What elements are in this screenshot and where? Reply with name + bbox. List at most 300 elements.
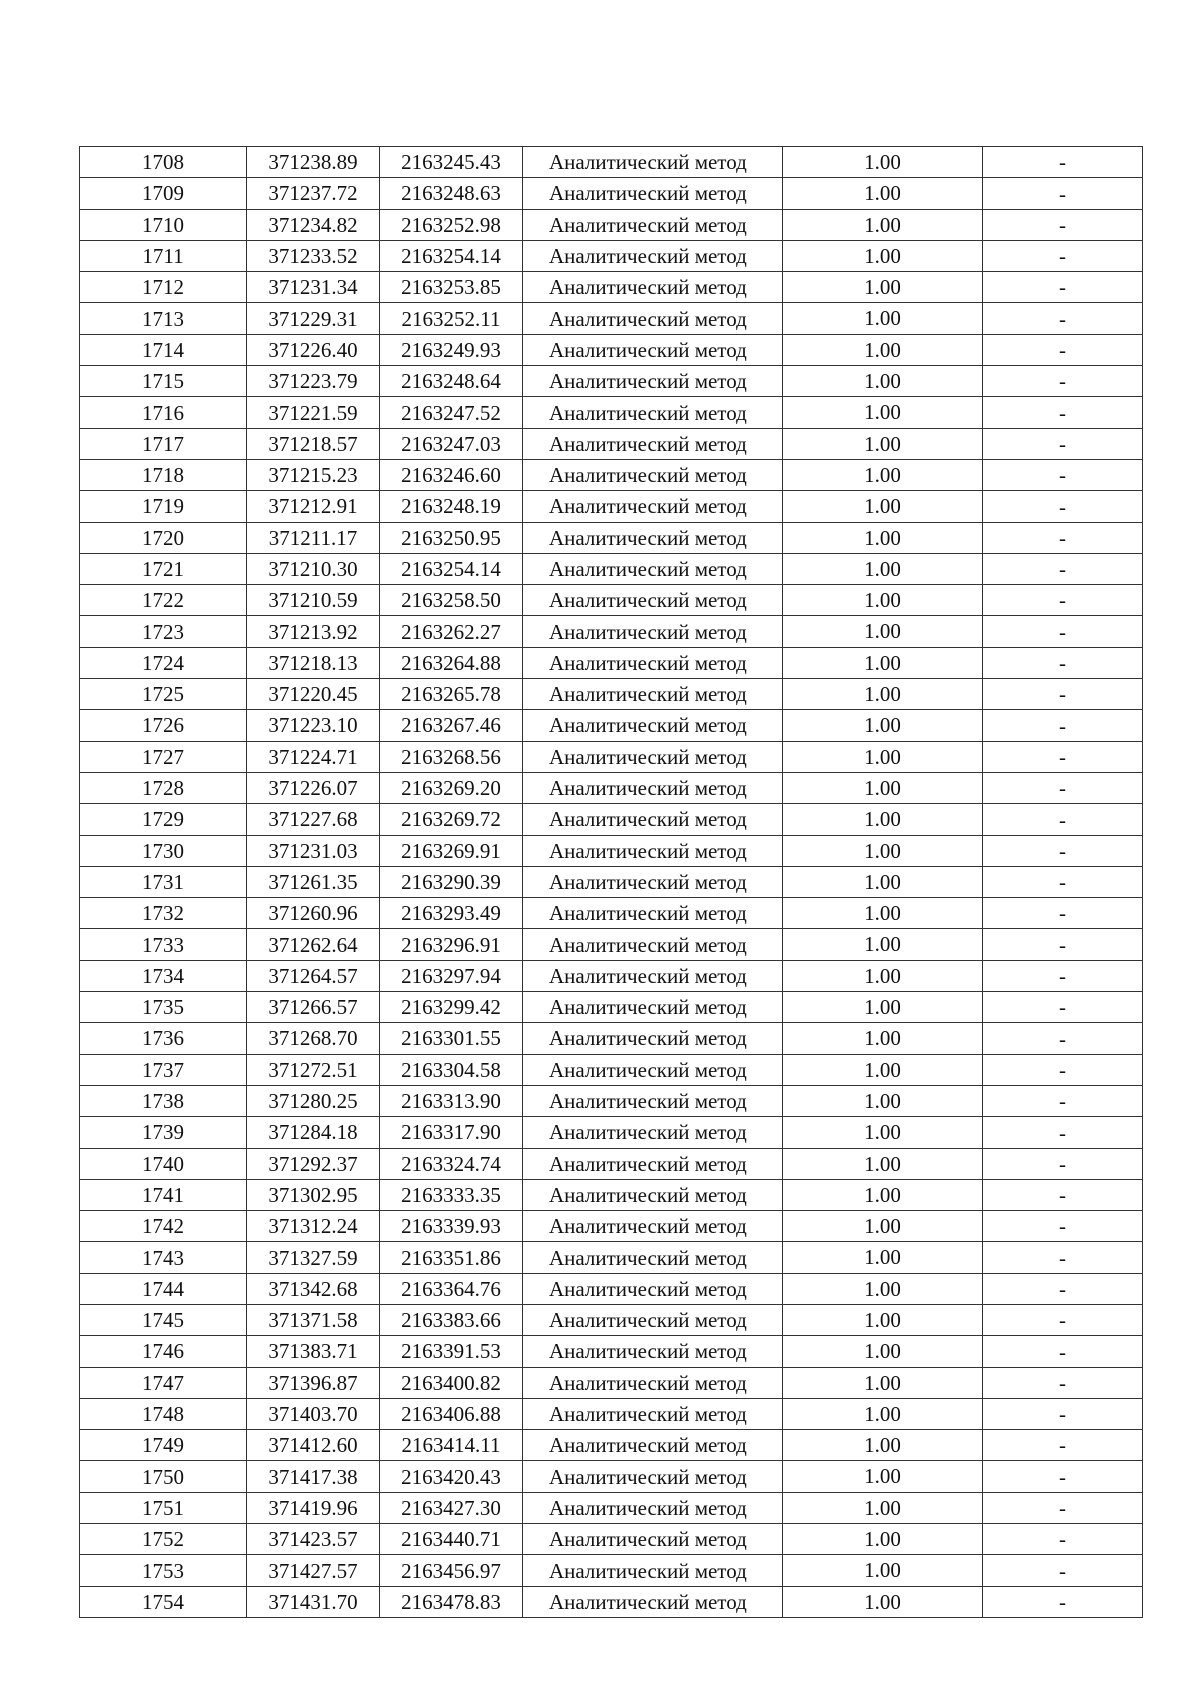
- x-coordinate-cell: 371383.71: [247, 1336, 380, 1367]
- accuracy-cell: 1.00: [783, 1461, 983, 1492]
- y-coordinate-cell: 2163301.55: [380, 1023, 523, 1054]
- x-coordinate-cell: 371403.70: [247, 1398, 380, 1429]
- y-coordinate-cell: 2163364.76: [380, 1273, 523, 1304]
- y-coordinate-cell: 2163324.74: [380, 1148, 523, 1179]
- point-number-cell: 1721: [80, 553, 247, 584]
- x-coordinate-cell: 371262.64: [247, 929, 380, 960]
- point-number-cell: 1708: [80, 147, 247, 178]
- point-number-cell: 1720: [80, 522, 247, 553]
- y-coordinate-cell: 2163247.52: [380, 397, 523, 428]
- accuracy-cell: 1.00: [783, 772, 983, 803]
- method-cell: Аналитический метод: [523, 1461, 783, 1492]
- method-cell: Аналитический метод: [523, 272, 783, 303]
- y-coordinate-cell: 2163264.88: [380, 647, 523, 678]
- method-cell: Аналитический метод: [523, 1054, 783, 1085]
- table-row: [80, 178, 1143, 209]
- y-coordinate-cell: 2163333.35: [380, 1179, 523, 1210]
- x-coordinate-cell: 371231.03: [247, 835, 380, 866]
- accuracy-cell: 1.00: [783, 929, 983, 960]
- y-coordinate-cell: 2163456.97: [380, 1555, 523, 1586]
- y-coordinate-cell: 2163297.94: [380, 960, 523, 991]
- accuracy-cell: 1.00: [783, 898, 983, 929]
- x-coordinate-cell: 371302.95: [247, 1179, 380, 1210]
- x-coordinate-cell: 371417.38: [247, 1461, 380, 1492]
- table-row: [80, 1148, 1143, 1179]
- table-row: [80, 428, 1143, 459]
- point-number-cell: 1719: [80, 491, 247, 522]
- note-cell: -: [983, 1524, 1143, 1555]
- accuracy-cell: 1.00: [783, 1054, 983, 1085]
- accuracy-cell: 1.00: [783, 459, 983, 490]
- accuracy-cell: 1.00: [783, 804, 983, 835]
- note-cell: -: [983, 710, 1143, 741]
- accuracy-cell: 1.00: [783, 1586, 983, 1617]
- point-number-cell: 1749: [80, 1430, 247, 1461]
- method-cell: Аналитический метод: [523, 1273, 783, 1304]
- accuracy-cell: 1.00: [783, 647, 983, 678]
- x-coordinate-cell: 371264.57: [247, 960, 380, 991]
- point-number-cell: 1752: [80, 1524, 247, 1555]
- x-coordinate-cell: 371280.25: [247, 1085, 380, 1116]
- note-cell: -: [983, 898, 1143, 929]
- table-row: [80, 679, 1143, 710]
- note-cell: -: [983, 647, 1143, 678]
- accuracy-cell: 1.00: [783, 334, 983, 365]
- method-cell: Аналитический метод: [523, 334, 783, 365]
- method-cell: Аналитический метод: [523, 1117, 783, 1148]
- method-cell: Аналитический метод: [523, 209, 783, 240]
- point-number-cell: 1738: [80, 1085, 247, 1116]
- y-coordinate-cell: 2163269.20: [380, 772, 523, 803]
- note-cell: -: [983, 428, 1143, 459]
- point-number-cell: 1709: [80, 178, 247, 209]
- point-number-cell: 1744: [80, 1273, 247, 1304]
- x-coordinate-cell: 371210.30: [247, 553, 380, 584]
- method-cell: Аналитический метод: [523, 1586, 783, 1617]
- y-coordinate-cell: 2163313.90: [380, 1085, 523, 1116]
- accuracy-cell: 1.00: [783, 272, 983, 303]
- y-coordinate-cell: 2163440.71: [380, 1524, 523, 1555]
- table-row: [80, 553, 1143, 584]
- table-row: [80, 992, 1143, 1023]
- point-number-cell: 1748: [80, 1398, 247, 1429]
- x-coordinate-cell: 371226.40: [247, 334, 380, 365]
- table-row: [80, 1367, 1143, 1398]
- x-coordinate-cell: 371227.68: [247, 804, 380, 835]
- accuracy-cell: 1.00: [783, 1023, 983, 1054]
- table-row: [80, 303, 1143, 334]
- table-row: [80, 1555, 1143, 1586]
- table-row: [80, 397, 1143, 428]
- x-coordinate-cell: 371260.96: [247, 898, 380, 929]
- x-coordinate-cell: 371226.07: [247, 772, 380, 803]
- table-row: [80, 1398, 1143, 1429]
- x-coordinate-cell: 371218.13: [247, 647, 380, 678]
- note-cell: -: [983, 772, 1143, 803]
- note-cell: -: [983, 491, 1143, 522]
- x-coordinate-cell: 371423.57: [247, 1524, 380, 1555]
- method-cell: Аналитический метод: [523, 1492, 783, 1523]
- x-coordinate-cell: 371224.71: [247, 741, 380, 772]
- note-cell: -: [983, 1367, 1143, 1398]
- table-row: [80, 1085, 1143, 1116]
- note-cell: -: [983, 1586, 1143, 1617]
- x-coordinate-cell: 371231.34: [247, 272, 380, 303]
- note-cell: -: [983, 835, 1143, 866]
- method-cell: Аналитический метод: [523, 835, 783, 866]
- point-number-cell: 1723: [80, 616, 247, 647]
- point-number-cell: 1736: [80, 1023, 247, 1054]
- method-cell: Аналитический метод: [523, 240, 783, 271]
- point-number-cell: 1747: [80, 1367, 247, 1398]
- accuracy-cell: 1.00: [783, 585, 983, 616]
- note-cell: -: [983, 741, 1143, 772]
- table-row: [80, 1524, 1143, 1555]
- point-number-cell: 1714: [80, 334, 247, 365]
- x-coordinate-cell: 371268.70: [247, 1023, 380, 1054]
- accuracy-cell: 1.00: [783, 1524, 983, 1555]
- note-cell: -: [983, 209, 1143, 240]
- x-coordinate-cell: 371427.57: [247, 1555, 380, 1586]
- table-row: [80, 522, 1143, 553]
- accuracy-cell: 1.00: [783, 1492, 983, 1523]
- method-cell: Аналитический метод: [523, 1211, 783, 1242]
- note-cell: -: [983, 866, 1143, 897]
- method-cell: Аналитический метод: [523, 1023, 783, 1054]
- method-cell: Аналитический метод: [523, 1555, 783, 1586]
- note-cell: -: [983, 1336, 1143, 1367]
- table-row: [80, 1273, 1143, 1304]
- note-cell: -: [983, 366, 1143, 397]
- y-coordinate-cell: 2163290.39: [380, 866, 523, 897]
- accuracy-cell: 1.00: [783, 178, 983, 209]
- y-coordinate-cell: 2163317.90: [380, 1117, 523, 1148]
- x-coordinate-cell: 371215.23: [247, 459, 380, 490]
- method-cell: Аналитический метод: [523, 741, 783, 772]
- note-cell: -: [983, 1242, 1143, 1273]
- y-coordinate-cell: 2163427.30: [380, 1492, 523, 1523]
- method-cell: Аналитический метод: [523, 1524, 783, 1555]
- y-coordinate-cell: 2163253.85: [380, 272, 523, 303]
- x-coordinate-cell: 371412.60: [247, 1430, 380, 1461]
- note-cell: -: [983, 147, 1143, 178]
- accuracy-cell: 1.00: [783, 1273, 983, 1304]
- y-coordinate-cell: 2163351.86: [380, 1242, 523, 1273]
- method-cell: Аналитический метод: [523, 1179, 783, 1210]
- coordinates-table: [79, 146, 1143, 1618]
- x-coordinate-cell: 371431.70: [247, 1586, 380, 1617]
- method-cell: Аналитический метод: [523, 898, 783, 929]
- y-coordinate-cell: 2163293.49: [380, 898, 523, 929]
- method-cell: Аналитический метод: [523, 397, 783, 428]
- note-cell: -: [983, 522, 1143, 553]
- table-row: [80, 1336, 1143, 1367]
- accuracy-cell: 1.00: [783, 303, 983, 334]
- point-number-cell: 1737: [80, 1054, 247, 1085]
- x-coordinate-cell: 371211.17: [247, 522, 380, 553]
- note-cell: -: [983, 1430, 1143, 1461]
- accuracy-cell: 1.00: [783, 992, 983, 1023]
- point-number-cell: 1726: [80, 710, 247, 741]
- accuracy-cell: 1.00: [783, 1367, 983, 1398]
- accuracy-cell: 1.00: [783, 1117, 983, 1148]
- point-number-cell: 1716: [80, 397, 247, 428]
- accuracy-cell: 1.00: [783, 741, 983, 772]
- y-coordinate-cell: 2163400.82: [380, 1367, 523, 1398]
- accuracy-cell: 1.00: [783, 1211, 983, 1242]
- x-coordinate-cell: 371261.35: [247, 866, 380, 897]
- table-row: [80, 960, 1143, 991]
- note-cell: -: [983, 1023, 1143, 1054]
- method-cell: Аналитический метод: [523, 679, 783, 710]
- note-cell: -: [983, 240, 1143, 271]
- method-cell: Аналитический метод: [523, 616, 783, 647]
- x-coordinate-cell: 371213.92: [247, 616, 380, 647]
- x-coordinate-cell: 371218.57: [247, 428, 380, 459]
- coordinates-table-body: [80, 147, 1143, 1618]
- y-coordinate-cell: 2163249.93: [380, 334, 523, 365]
- point-number-cell: 1745: [80, 1304, 247, 1335]
- y-coordinate-cell: 2163245.43: [380, 147, 523, 178]
- note-cell: -: [983, 303, 1143, 334]
- point-number-cell: 1754: [80, 1586, 247, 1617]
- x-coordinate-cell: 371233.52: [247, 240, 380, 271]
- x-coordinate-cell: 371212.91: [247, 491, 380, 522]
- y-coordinate-cell: 2163391.53: [380, 1336, 523, 1367]
- table-row: [80, 1054, 1143, 1085]
- accuracy-cell: 1.00: [783, 1555, 983, 1586]
- method-cell: Аналитический метод: [523, 553, 783, 584]
- method-cell: Аналитический метод: [523, 866, 783, 897]
- accuracy-cell: 1.00: [783, 1179, 983, 1210]
- accuracy-cell: 1.00: [783, 616, 983, 647]
- table-row: [80, 866, 1143, 897]
- accuracy-cell: 1.00: [783, 1304, 983, 1335]
- x-coordinate-cell: 371419.96: [247, 1492, 380, 1523]
- x-coordinate-cell: 371312.24: [247, 1211, 380, 1242]
- method-cell: Аналитический метод: [523, 1336, 783, 1367]
- table-row: [80, 647, 1143, 678]
- table-row: [80, 366, 1143, 397]
- y-coordinate-cell: 2163252.98: [380, 209, 523, 240]
- method-cell: Аналитический метод: [523, 992, 783, 1023]
- accuracy-cell: 1.00: [783, 1398, 983, 1429]
- y-coordinate-cell: 2163265.78: [380, 679, 523, 710]
- table-row: [80, 1430, 1143, 1461]
- y-coordinate-cell: 2163304.58: [380, 1054, 523, 1085]
- x-coordinate-cell: 371238.89: [247, 147, 380, 178]
- point-number-cell: 1732: [80, 898, 247, 929]
- table-row: [80, 772, 1143, 803]
- x-coordinate-cell: 371272.51: [247, 1054, 380, 1085]
- note-cell: -: [983, 178, 1143, 209]
- method-cell: Аналитический метод: [523, 1398, 783, 1429]
- table-row: [80, 491, 1143, 522]
- table-row: [80, 334, 1143, 365]
- point-number-cell: 1725: [80, 679, 247, 710]
- method-cell: Аналитический метод: [523, 1148, 783, 1179]
- table-row: [80, 804, 1143, 835]
- point-number-cell: 1739: [80, 1117, 247, 1148]
- method-cell: Аналитический метод: [523, 1430, 783, 1461]
- y-coordinate-cell: 2163248.64: [380, 366, 523, 397]
- point-number-cell: 1724: [80, 647, 247, 678]
- x-coordinate-cell: 371266.57: [247, 992, 380, 1023]
- note-cell: -: [983, 1054, 1143, 1085]
- point-number-cell: 1746: [80, 1336, 247, 1367]
- accuracy-cell: 1.00: [783, 428, 983, 459]
- point-number-cell: 1741: [80, 1179, 247, 1210]
- accuracy-cell: 1.00: [783, 866, 983, 897]
- x-coordinate-cell: 371342.68: [247, 1273, 380, 1304]
- point-number-cell: 1743: [80, 1242, 247, 1273]
- note-cell: -: [983, 585, 1143, 616]
- table-row: [80, 835, 1143, 866]
- table-row: [80, 1492, 1143, 1523]
- method-cell: Аналитический метод: [523, 1367, 783, 1398]
- point-number-cell: 1740: [80, 1148, 247, 1179]
- x-coordinate-cell: 371223.10: [247, 710, 380, 741]
- y-coordinate-cell: 2163252.11: [380, 303, 523, 334]
- note-cell: -: [983, 397, 1143, 428]
- method-cell: Аналитический метод: [523, 428, 783, 459]
- accuracy-cell: 1.00: [783, 710, 983, 741]
- point-number-cell: 1722: [80, 585, 247, 616]
- x-coordinate-cell: 371327.59: [247, 1242, 380, 1273]
- table-row: [80, 710, 1143, 741]
- table-row: [80, 1461, 1143, 1492]
- table-row: [80, 1117, 1143, 1148]
- point-number-cell: 1735: [80, 992, 247, 1023]
- accuracy-cell: 1.00: [783, 960, 983, 991]
- x-coordinate-cell: 371396.87: [247, 1367, 380, 1398]
- y-coordinate-cell: 2163478.83: [380, 1586, 523, 1617]
- accuracy-cell: 1.00: [783, 522, 983, 553]
- y-coordinate-cell: 2163248.19: [380, 491, 523, 522]
- method-cell: Аналитический метод: [523, 1085, 783, 1116]
- method-cell: Аналитический метод: [523, 303, 783, 334]
- x-coordinate-cell: 371292.37: [247, 1148, 380, 1179]
- method-cell: Аналитический метод: [523, 147, 783, 178]
- note-cell: -: [983, 1148, 1143, 1179]
- method-cell: Аналитический метод: [523, 178, 783, 209]
- point-number-cell: 1718: [80, 459, 247, 490]
- accuracy-cell: 1.00: [783, 491, 983, 522]
- table-row: [80, 616, 1143, 647]
- note-cell: -: [983, 1117, 1143, 1148]
- point-number-cell: 1731: [80, 866, 247, 897]
- accuracy-cell: 1.00: [783, 397, 983, 428]
- accuracy-cell: 1.00: [783, 1085, 983, 1116]
- note-cell: -: [983, 1085, 1143, 1116]
- point-number-cell: 1715: [80, 366, 247, 397]
- table-row: [80, 240, 1143, 271]
- note-cell: -: [983, 1179, 1143, 1210]
- y-coordinate-cell: 2163269.91: [380, 835, 523, 866]
- note-cell: -: [983, 334, 1143, 365]
- accuracy-cell: 1.00: [783, 679, 983, 710]
- accuracy-cell: 1.00: [783, 1336, 983, 1367]
- method-cell: Аналитический метод: [523, 804, 783, 835]
- note-cell: -: [983, 459, 1143, 490]
- y-coordinate-cell: 2163267.46: [380, 710, 523, 741]
- accuracy-cell: 1.00: [783, 366, 983, 397]
- accuracy-cell: 1.00: [783, 1242, 983, 1273]
- table-row: [80, 1304, 1143, 1335]
- x-coordinate-cell: 371371.58: [247, 1304, 380, 1335]
- note-cell: -: [983, 1555, 1143, 1586]
- method-cell: Аналитический метод: [523, 491, 783, 522]
- method-cell: Аналитический метод: [523, 459, 783, 490]
- point-number-cell: 1742: [80, 1211, 247, 1242]
- accuracy-cell: 1.00: [783, 1430, 983, 1461]
- table-row: [80, 459, 1143, 490]
- x-coordinate-cell: 371223.79: [247, 366, 380, 397]
- y-coordinate-cell: 2163296.91: [380, 929, 523, 960]
- note-cell: -: [983, 1211, 1143, 1242]
- table-row: [80, 929, 1143, 960]
- x-coordinate-cell: 371284.18: [247, 1117, 380, 1148]
- point-number-cell: 1751: [80, 1492, 247, 1523]
- point-number-cell: 1727: [80, 741, 247, 772]
- method-cell: Аналитический метод: [523, 366, 783, 397]
- note-cell: -: [983, 679, 1143, 710]
- table-row: [80, 1586, 1143, 1617]
- y-coordinate-cell: 2163383.66: [380, 1304, 523, 1335]
- method-cell: Аналитический метод: [523, 960, 783, 991]
- point-number-cell: 1753: [80, 1555, 247, 1586]
- point-number-cell: 1733: [80, 929, 247, 960]
- y-coordinate-cell: 2163339.93: [380, 1211, 523, 1242]
- table-row: [80, 898, 1143, 929]
- point-number-cell: 1730: [80, 835, 247, 866]
- table-row: [80, 741, 1143, 772]
- method-cell: Аналитический метод: [523, 772, 783, 803]
- point-number-cell: 1712: [80, 272, 247, 303]
- accuracy-cell: 1.00: [783, 1148, 983, 1179]
- y-coordinate-cell: 2163248.63: [380, 178, 523, 209]
- note-cell: -: [983, 1273, 1143, 1304]
- method-cell: Аналитический метод: [523, 710, 783, 741]
- y-coordinate-cell: 2163262.27: [380, 616, 523, 647]
- point-number-cell: 1729: [80, 804, 247, 835]
- x-coordinate-cell: 371229.31: [247, 303, 380, 334]
- note-cell: -: [983, 272, 1143, 303]
- table-row: [80, 209, 1143, 240]
- note-cell: -: [983, 929, 1143, 960]
- table-row: [80, 1023, 1143, 1054]
- y-coordinate-cell: 2163258.50: [380, 585, 523, 616]
- note-cell: -: [983, 1492, 1143, 1523]
- method-cell: Аналитический метод: [523, 929, 783, 960]
- note-cell: -: [983, 1398, 1143, 1429]
- y-coordinate-cell: 2163254.14: [380, 553, 523, 584]
- point-number-cell: 1750: [80, 1461, 247, 1492]
- y-coordinate-cell: 2163254.14: [380, 240, 523, 271]
- x-coordinate-cell: 371210.59: [247, 585, 380, 616]
- note-cell: -: [983, 804, 1143, 835]
- point-number-cell: 1717: [80, 428, 247, 459]
- table-row: [80, 1242, 1143, 1273]
- point-number-cell: 1728: [80, 772, 247, 803]
- note-cell: -: [983, 616, 1143, 647]
- x-coordinate-cell: 371237.72: [247, 178, 380, 209]
- accuracy-cell: 1.00: [783, 240, 983, 271]
- note-cell: -: [983, 960, 1143, 991]
- note-cell: -: [983, 992, 1143, 1023]
- table-row: [80, 1211, 1143, 1242]
- note-cell: -: [983, 553, 1143, 584]
